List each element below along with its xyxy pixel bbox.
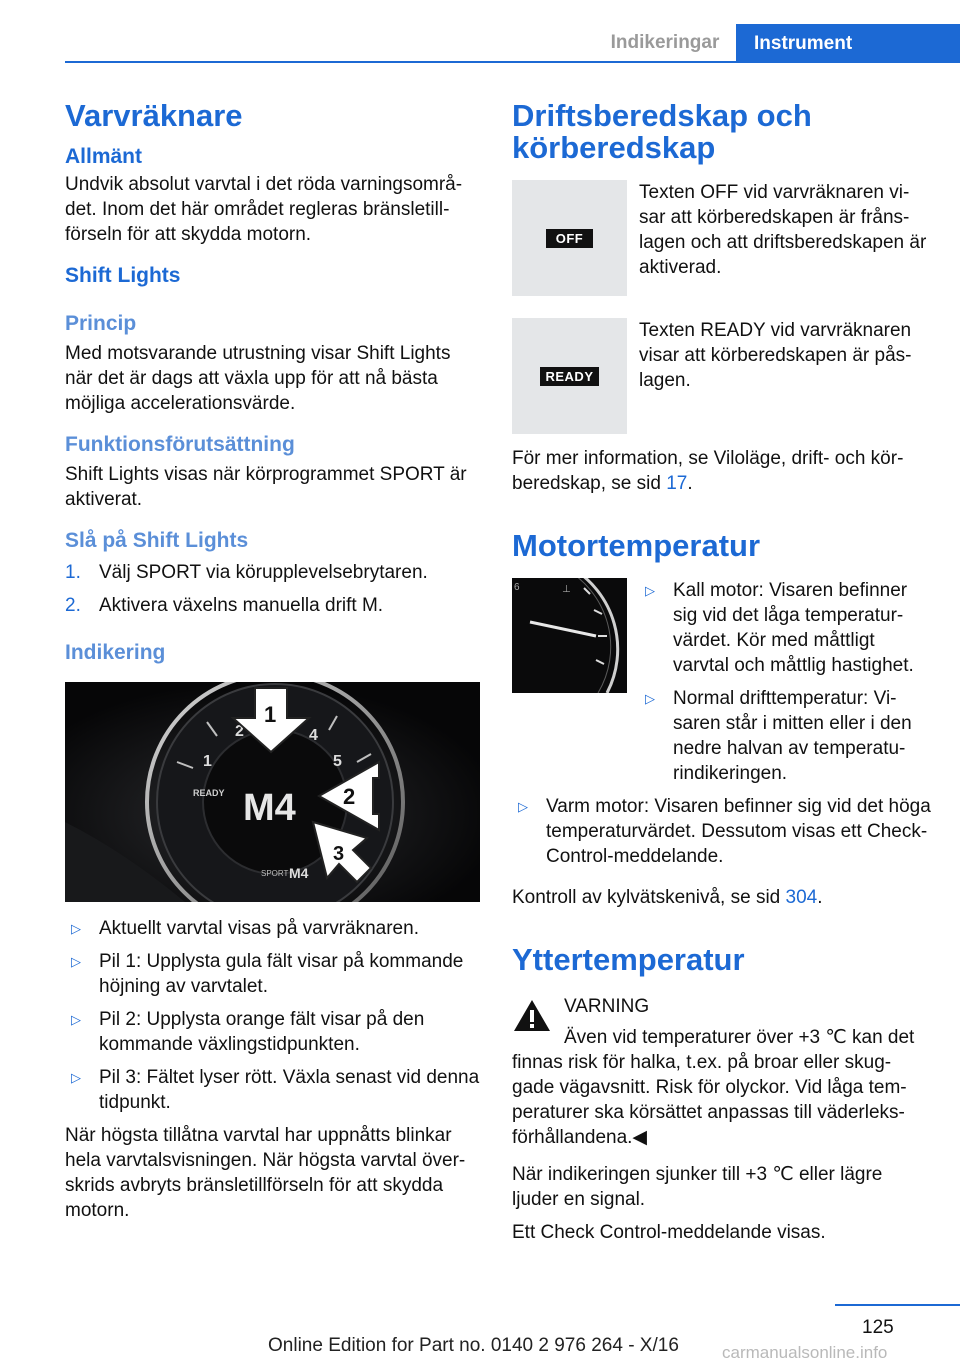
- text-kontroll: Kontroll av kylvätskenivå, se sid 304.: [512, 887, 823, 908]
- left-column: [65, 100, 480, 1223]
- section-title-yttertemperatur: Yttertemperatur: [512, 942, 745, 977]
- temperature-gauge-image: [512, 578, 627, 693]
- bullet-text: Pil 2: Upplysta orange fält visar på den kommande växlingstidpunkten.: [99, 1009, 425, 1055]
- list-item: [65, 1007, 480, 1057]
- list-item: [639, 578, 929, 678]
- ready-label: READY: [540, 367, 598, 386]
- steps-list: [65, 560, 480, 618]
- triangle-bullet-icon: ▷: [71, 921, 81, 936]
- right-column: [512, 100, 932, 1245]
- off-row: [512, 180, 932, 296]
- text-more-info: För mer information, se Viloläge, drift- och kör-beredskap, se sid 17.: [512, 448, 904, 494]
- bullet-text: Pil 1: Upplysta gula fält visar på kommande höjning av varvtalet.: [99, 951, 464, 997]
- warning-label: VARNING: [564, 996, 650, 1017]
- text-indikering-closing: När högsta tillåtna varvtal har uppnåtts blinkar hela varvtalsvisningen. När högsta varvtal över-skrids avbryts bränsletillförseln för att skydda motorn.: [65, 1125, 466, 1221]
- triangle-bullet-icon: ▷: [71, 1070, 81, 1085]
- heading-allmant: Allmänt: [65, 145, 143, 168]
- off-label: OFF: [546, 229, 594, 248]
- warning-block: [512, 994, 932, 1150]
- section-title-driftsberedskap: Driftsberedskap och körberedskap: [512, 98, 812, 165]
- warning-icon: [512, 998, 552, 1033]
- page-link-304[interactable]: 304: [785, 887, 818, 908]
- triangle-bullet-icon: ▷: [71, 1012, 81, 1027]
- gauge-sport-model: M4: [289, 865, 309, 881]
- heading-indikering: Indikering: [65, 641, 166, 664]
- heading-shift-lights: Shift Lights: [65, 264, 181, 287]
- list-item: [65, 560, 480, 585]
- step-text: Välj SPORT via körupplevelsebrytaren.: [99, 562, 428, 583]
- off-indicator-image: [512, 180, 627, 296]
- text-ready: Texten READY vid varvräknaren visar att körberedskapen är pås-lagen.: [639, 320, 912, 391]
- footer-rule: [835, 1304, 960, 1306]
- rev-counter-illustration: [65, 682, 480, 902]
- text-signal: När indikeringen sjunker till +3 ℃ eller lägre ljuder en signal.: [512, 1164, 883, 1210]
- list-item: [639, 686, 929, 786]
- header-rule: [65, 61, 960, 63]
- heading-funktionsforutsattning: Funktionsförutsättning: [65, 433, 295, 456]
- warning-triangle-icon: [512, 998, 552, 1033]
- text-off: Texten OFF vid varvräknaren vi-sar att körberedskapen är fråns-lagen och att driftsberedskapen är aktiverad.: [639, 182, 927, 278]
- section-title-varvraknare: Varvräknare: [65, 98, 243, 133]
- thermometer-icon: ⊥: [562, 584, 571, 595]
- tab-instrument[interactable]: Instrument: [736, 24, 960, 63]
- step-number: 1.: [65, 562, 81, 583]
- motor-row: [512, 578, 932, 794]
- section-title-motortemperatur: Motortemperatur: [512, 528, 761, 563]
- bullet-text: Normal drifttemperatur: Vi-saren står i mitten eller i den nedre halvan av temperatu-rindikeringen.: [673, 688, 912, 784]
- step-text: Aktivera växelns manuella drift M.: [99, 595, 384, 616]
- list-item: [512, 794, 932, 869]
- arrow-label: 2: [343, 784, 356, 809]
- list-item: [65, 916, 480, 941]
- ready-indicator-image: [512, 318, 627, 434]
- gauge-tick-label: 6: [514, 582, 520, 593]
- motor-bullets-wide: [512, 794, 932, 869]
- text-funktionsforutsattning: Shift Lights visas när körprogrammet SPORT är aktiverat.: [65, 464, 467, 510]
- indikering-bullets: [65, 916, 480, 1115]
- temperature-gauge-illustration: [512, 578, 627, 693]
- triangle-bullet-icon: ▷: [645, 583, 655, 598]
- gauge-tick-label: 2: [235, 723, 244, 740]
- edition-text: Online Edition for Part no. 0140 2 976 264 - X/16: [268, 1335, 679, 1356]
- page-number: 125: [862, 1317, 894, 1338]
- bullet-text: Pil 3: Fältet lyser rött. Växla senast vid denna tidpunkt.: [99, 1067, 480, 1113]
- text-allmant: Undvik absolut varvtal i det röda varningsområ-det. Inom det här området regleras bränsletill-förseln för att skydda motorn.: [65, 174, 463, 245]
- list-item: [65, 949, 480, 999]
- gauge-ready: READY: [193, 788, 225, 798]
- motor-bullets-narrow: [639, 578, 929, 794]
- gauge-sport: SPORT: [261, 869, 289, 878]
- watermark-text: carmanualsonline.info: [722, 1343, 888, 1362]
- triangle-bullet-icon: ▷: [518, 799, 528, 814]
- list-item: [65, 1065, 480, 1115]
- heading-sla-pa: Slå på Shift Lights: [65, 529, 249, 552]
- text-check-control: Ett Check Control-meddelande visas.: [512, 1222, 826, 1243]
- warning-text: Även vid temperaturer över +3 ℃ kan det finnas risk för halka, t.ex. på broar eller skug-gade vägavsnitt. Risk för olyckor. Vid låga tem-peraturer ska körsättet anpassas till väderleks-förhållandena.◀: [512, 1027, 915, 1148]
- gauge-tick-label: 4: [309, 727, 318, 744]
- gauge-tick-label: 5: [333, 753, 342, 770]
- rev-counter-image: [65, 682, 480, 902]
- triangle-bullet-icon: ▷: [71, 954, 81, 969]
- arrow-label: 3: [333, 843, 345, 865]
- gauge-tick-label: 1: [203, 753, 212, 770]
- heading-princip: Princip: [65, 312, 137, 335]
- list-item: [65, 593, 480, 618]
- triangle-bullet-icon: ▷: [645, 691, 655, 706]
- step-number: 2.: [65, 595, 81, 616]
- arrow-label: 1: [264, 702, 277, 727]
- ready-row: [512, 318, 932, 434]
- tab-indikeringar[interactable]: Indikeringar: [610, 31, 720, 53]
- text-princip: Med motsvarande utrustning visar Shift Lights när det är dags att växla upp för att nå bästa möjliga accelerationsvärde.: [65, 343, 451, 414]
- gauge-model: M4: [243, 787, 296, 829]
- bullet-text: Kall motor: Visaren befinner sig vid det låga temperatur-värdet. Kör med måttligt varvtal och måttlig hastighet.: [673, 580, 914, 676]
- page-link-17[interactable]: 17: [666, 473, 688, 494]
- bullet-text: Varm motor: Visaren befinner sig vid det höga temperaturvärdet. Dessutom visas ett Check-Control-meddelande.: [546, 796, 931, 867]
- bullet-text: Aktuellt varvtal visas på varvräknaren.: [99, 918, 419, 939]
